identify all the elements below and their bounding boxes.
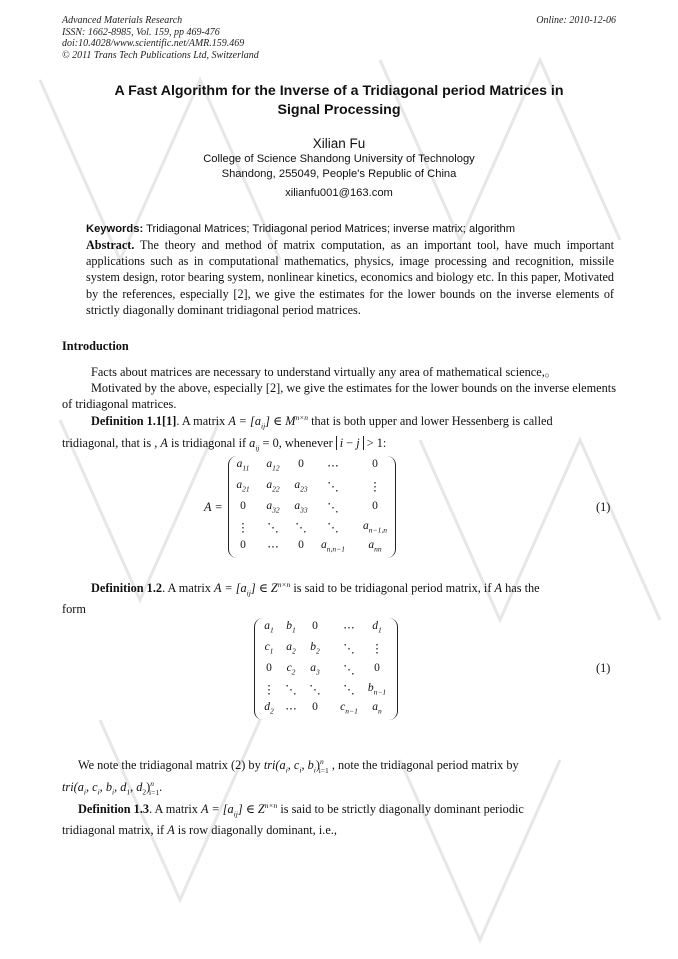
definition-1-3-cont: tridiagonal matrix, if A is row diagonally dominant, i.e., bbox=[62, 823, 337, 837]
intro-paragraph-2: Motivated by the above, especially [2], we give the estimates for the lower bounds on the inverse elements of tridiagonal matrices. bbox=[62, 381, 616, 412]
matrix-cell: ⋯ bbox=[343, 622, 355, 634]
note-math-1: tri(a bbox=[263, 758, 286, 773]
def12-math: A = [a bbox=[213, 581, 247, 596]
journal-header bbox=[62, 15, 259, 61]
matrix-cell: $a_{n,n-1}$ bbox=[321, 539, 345, 554]
matrix-cell: $b_2$ bbox=[310, 641, 320, 656]
matrix-cell: $c_{n-1}$ bbox=[340, 701, 358, 716]
definition-1-2: Definition 1.2. A matrix $A = [a_{ij}]$ ∈ $Z^{n\times n}$ is said to be tridiagonal period matrix, if A has the bbox=[91, 580, 540, 598]
def11-math-set: ] ∈ M bbox=[265, 414, 296, 429]
note-paragraph-cont: $tri(a_i$, $c_i$, $b_i$, $d_1$, $d_2)^n_{i=1}$. bbox=[62, 779, 163, 797]
matrix-cell: $a_{33}$ bbox=[294, 500, 308, 515]
online-date: Online: 2010-12-06 bbox=[536, 15, 616, 26]
def13-math-set: ] ∈ Z bbox=[237, 802, 265, 817]
eq1-number: (1) bbox=[596, 500, 611, 514]
abstract-text: The theory and method of matrix computation, as an important tool, have much important applications such as in computational mathematics, physics, image processing and recognition, missile system design, rotor bearing system, nonlinear kinetics, economics and biology etc. In this paper, Motivated by the references, especially [2], we give the estimates for the lower bounds on the inverse elements of strictly diagonally dominant tridiagonal period matrices. bbox=[86, 238, 614, 317]
keywords bbox=[86, 223, 614, 235]
def11-math: A = [a bbox=[228, 414, 261, 429]
matrix-cell: $d_2$ bbox=[264, 701, 274, 716]
matrix-cell: $a_{12}$ bbox=[266, 458, 280, 473]
def11-text-3: tridiagonal, that is , bbox=[62, 436, 161, 450]
matrix-cell: $b_{n-1}$ bbox=[367, 682, 387, 697]
matrix-cell: 0 bbox=[240, 500, 246, 512]
def12-label: Definition 1.2 bbox=[91, 581, 163, 596]
matrix-cell: ⋱ bbox=[327, 522, 339, 534]
note-paragraph: We note the tridiagonal matrix (2) by $tri(a_i$, $c_i$, $b_i)^n_{i=1}$ , note the tridiagonal period matrix by bbox=[78, 757, 519, 775]
definition-1-1: Definition 1.1[1]. A matrix $A = [a_{ij}]$ ∈ $M^{n\times n}$ that is both upper and lower Hessenberg is called bbox=[91, 413, 553, 431]
matrix-cell: 0 bbox=[372, 500, 378, 512]
matrix-cell: ⋮ bbox=[237, 522, 249, 534]
def13-text-3: tridiagonal matrix, if bbox=[62, 823, 168, 837]
matrix-cell: ⋮ bbox=[263, 684, 275, 696]
def12-form: form bbox=[62, 602, 86, 616]
matrix-cell: 0 bbox=[312, 701, 318, 713]
keywords-label: Keywords: bbox=[86, 223, 144, 235]
author: Xilian Fu bbox=[312, 136, 366, 151]
matrix-cell: 0 bbox=[266, 662, 272, 674]
paper-title bbox=[60, 82, 618, 120]
keywords-text: Tridiagonal Matrices; Tridiagonal period Matrices; inverse matrix; algorithm bbox=[143, 223, 516, 235]
matrix-cell: 0 bbox=[374, 662, 380, 674]
tridiagonal-matrix bbox=[228, 456, 396, 558]
note-math-2: tri(a bbox=[62, 780, 84, 795]
matrix-cell: ⋯ bbox=[327, 460, 339, 472]
def13-text-4: is row diagonally dominant, i.e., bbox=[174, 823, 337, 837]
matrix-cell: $c_2$ bbox=[286, 662, 296, 677]
matrix-cell: ⋱ bbox=[343, 643, 355, 655]
definition-1-3: Definition 1.3. A matrix $A = [a_{ij}]$ ∈ $Z^{n\times n}$ is said to be strictly diagonally dominant periodic bbox=[78, 801, 524, 819]
matrix-cell: ⋯ bbox=[285, 703, 297, 715]
matrix-cell: $b_1$ bbox=[286, 620, 296, 635]
matrix-cell: ⋱ bbox=[309, 684, 321, 696]
intro-heading: Introduction bbox=[62, 339, 129, 353]
title-line-1: A Fast Algorithm for the Inverse of a Tridiagonal period Matrices in bbox=[114, 83, 564, 99]
matrix-cell: ⋱ bbox=[327, 481, 339, 493]
def12-text-2: is said to be tridiagonal period matrix, if bbox=[290, 581, 495, 596]
matrix-cell: $a_{11}$ bbox=[236, 458, 250, 473]
definition-1-1-cont: tridiagonal, that is , A is tridiagonal if $a_{ij} = 0$, whenever i − j > 1: bbox=[62, 436, 387, 453]
matrix-cell: $a_n$ bbox=[372, 701, 382, 716]
email: xilianfu001@163.com bbox=[285, 187, 393, 199]
matrix-cell: ⋱ bbox=[285, 684, 297, 696]
doi: doi:10.4028/www.scientific.net/AMR.159.469 bbox=[62, 38, 245, 49]
abstract bbox=[86, 237, 614, 318]
matrix-cell: 0 bbox=[240, 539, 246, 551]
matrix-cell: $a_{21}$ bbox=[236, 479, 250, 494]
matrix-cell: $a_2$ bbox=[286, 641, 296, 656]
matrix-cell: $a_{22}$ bbox=[266, 479, 280, 494]
affiliation-line-2: Shandong, 255049, People's Republic of China bbox=[221, 168, 457, 180]
note-text-2: , note the tridiagonal period matrix by bbox=[328, 758, 519, 773]
matrix-cell: ⋯ bbox=[267, 541, 279, 553]
issn: ISSN: 1662-8985, Vol. 159, pp 469-476 bbox=[62, 26, 220, 38]
matrix-cell: $a_{32}$ bbox=[266, 500, 280, 515]
def11-text-5: = 0, whenever bbox=[259, 436, 336, 450]
matrix-cell: 0 bbox=[312, 620, 318, 632]
eq1-lhs: A = bbox=[204, 500, 223, 514]
affiliation-line-1: College of Science Shandong University of Technology bbox=[203, 153, 475, 165]
matrix-cell: $a_{n-1,n}$ bbox=[363, 520, 387, 535]
matrix-cell: $a_1$ bbox=[264, 620, 274, 635]
matrix-cell: ⋮ bbox=[369, 481, 381, 493]
def12-text: . A matrix bbox=[162, 581, 214, 596]
title-line-2: Signal Processing bbox=[277, 102, 401, 118]
def13-text-2: is said to be strictly diagonally dominant periodic bbox=[277, 802, 524, 817]
def11-label: Definition 1.1[1] bbox=[91, 414, 177, 429]
affiliation bbox=[60, 152, 618, 182]
matrix-cell: ⋱ bbox=[343, 664, 355, 676]
eq2-number: (1) bbox=[596, 661, 611, 675]
matrix-cell: ⋱ bbox=[295, 522, 307, 534]
def11-text: . A matrix bbox=[176, 414, 229, 429]
copyright: © 2011 Trans Tech Publications Ltd, Switzerland bbox=[62, 49, 259, 61]
def12-math-set: ] ∈ Z bbox=[250, 581, 278, 596]
abstract-label: Abstract. bbox=[86, 238, 135, 252]
tridiagonal-period-matrix bbox=[254, 618, 398, 720]
matrix-cell: $a_{23}$ bbox=[294, 479, 308, 494]
journal-name: Advanced Materials Research bbox=[62, 15, 183, 26]
matrix-cell: 0 bbox=[298, 458, 304, 470]
intro-paragraph-1: Facts about matrices are necessary to understand virtually any area of mathematical science,。 bbox=[91, 365, 558, 379]
matrix-cell: ⋱ bbox=[327, 502, 339, 514]
matrix-cell: ⋱ bbox=[267, 522, 279, 534]
def12-text-3: has the bbox=[502, 581, 540, 596]
matrix-cell: 0 bbox=[298, 539, 304, 551]
matrix-cell: $a_3$ bbox=[310, 662, 320, 677]
matrix-cell: ⋱ bbox=[343, 684, 355, 696]
def11-text-6: > 1: bbox=[363, 436, 387, 450]
matrix-cell: 0 bbox=[372, 458, 378, 470]
def13-math: A = [a bbox=[200, 802, 234, 817]
def13-text: . A matrix bbox=[149, 802, 201, 817]
def11-text-2: that is both upper and lower Hessenberg is called bbox=[308, 414, 553, 429]
matrix-cell: $a_{nn}$ bbox=[368, 539, 382, 554]
matrix-cell: $c_1$ bbox=[264, 641, 274, 656]
matrix-cell: $d_1$ bbox=[372, 620, 382, 635]
def11-text-4: is tridiagonal if bbox=[167, 436, 250, 450]
def13-label: Definition 1.3 bbox=[78, 802, 150, 817]
note-text: We note the tridiagonal matrix (2) by bbox=[78, 758, 264, 773]
matrix-cell: ⋮ bbox=[371, 643, 383, 655]
